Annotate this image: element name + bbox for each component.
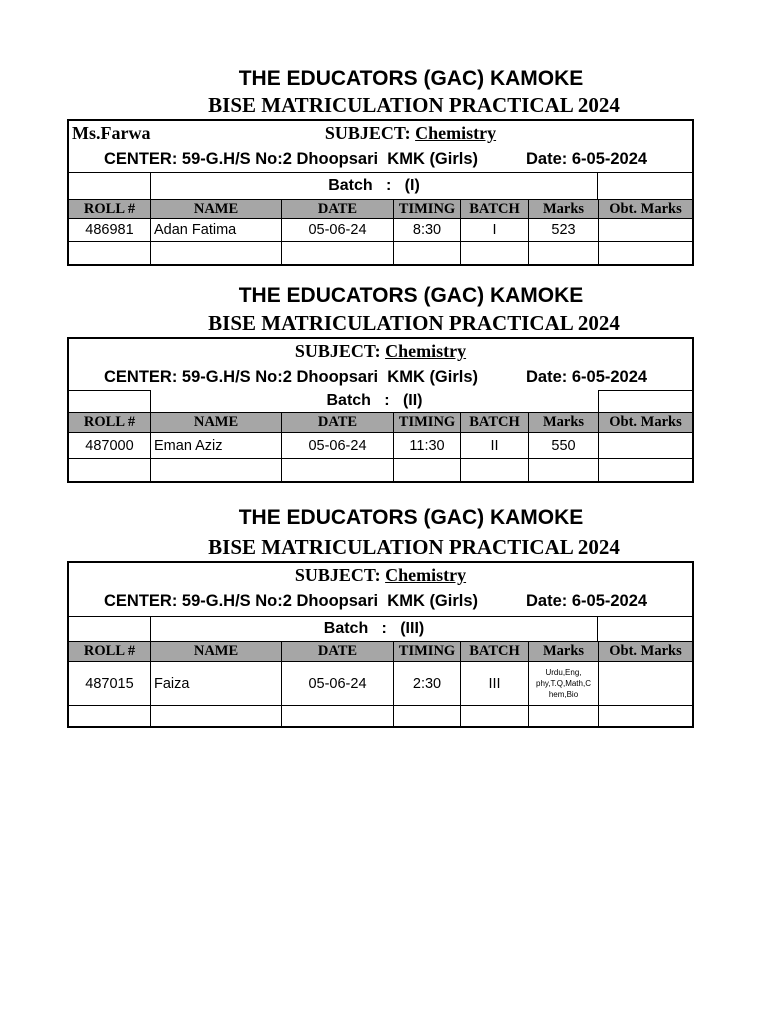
obt-marks-value: [599, 662, 692, 705]
batch-value: III: [461, 662, 529, 705]
batch-value: I: [461, 219, 529, 241]
center-info: CENTER: 59-G.H/S No:2 Dhoopsari KMK (Girls): [104, 150, 479, 168]
exam-title: BISE MATRICULATION PRACTICAL 2024: [208, 93, 620, 117]
subject-line: [69, 341, 692, 362]
exam-date: Date: 6-05-2024: [526, 592, 648, 610]
subject-value: Chemistry: [415, 123, 497, 143]
col-marks: Marks: [529, 413, 599, 432]
student-name: Eman Aziz: [151, 433, 282, 458]
subject-label: SUBJECT:: [294, 341, 381, 361]
col-date: DATE: [282, 413, 394, 432]
empty-row: [69, 706, 692, 726]
col-date: DATE: [282, 200, 394, 218]
exam-title: BISE MATRICULATION PRACTICAL 2024: [208, 311, 620, 335]
practical-date: 05-06-24: [282, 662, 394, 705]
subject-line: [129, 123, 692, 144]
batch-value: II: [461, 433, 529, 458]
col-roll: ROLL #: [69, 200, 151, 218]
practical-date: 05-06-24: [282, 219, 394, 241]
batch-label: Batch : (III): [151, 617, 598, 641]
exam-date: Date: 6-05-2024: [526, 368, 648, 386]
student-name: Adan Fatima: [151, 219, 282, 241]
subject-line: [69, 565, 692, 586]
subject-value: Chemistry: [385, 341, 467, 361]
school-title: THE EDUCATORS (GAC) KAMOKE: [238, 506, 584, 529]
batch-row: [69, 390, 692, 412]
subject-label: SUBJECT:: [294, 565, 381, 585]
slip-table: [67, 119, 694, 266]
marks-value: Urdu,Eng, phy,T.Q,Math,C hem,Bio: [529, 662, 599, 705]
obt-marks-value: [599, 433, 692, 458]
col-batch: BATCH: [461, 413, 529, 432]
teacher-name: Ms.Farwa: [72, 123, 151, 143]
school-title: THE EDUCATORS (GAC) KAMOKE: [238, 67, 584, 90]
col-obt-marks: Obt. Marks: [609, 200, 682, 217]
slip-table: [67, 561, 694, 728]
col-obt-marks: Obt. Marks: [609, 414, 682, 430]
col-timing: TIMING: [394, 200, 461, 218]
col-timing: TIMING: [394, 642, 461, 661]
marks-value: 550: [529, 433, 599, 458]
col-name: NAME: [151, 413, 282, 432]
col-roll: ROLL #: [69, 413, 151, 432]
col-timing: TIMING: [394, 413, 461, 432]
roll-number: 486981: [69, 219, 151, 241]
obt-marks-value: [599, 219, 692, 241]
practical-date: 05-06-24: [282, 433, 394, 458]
center-info: CENTER: 59-G.H/S No:2 Dhoopsari KMK (Girls): [104, 368, 479, 386]
empty-row: [69, 242, 692, 264]
center-info: CENTER: 59-G.H/S No:2 Dhoopsari KMK (Girls): [104, 592, 479, 610]
batch-row: [69, 617, 692, 641]
col-date: DATE: [282, 642, 394, 661]
batch-label: Batch : (I): [151, 173, 598, 199]
header-row: [69, 413, 692, 432]
col-name: NAME: [151, 200, 282, 218]
exam-title: BISE MATRICULATION PRACTICAL 2024: [208, 535, 620, 559]
batch-label: Batch : (II): [326, 392, 423, 409]
timing-value: 11:30: [394, 433, 461, 458]
roll-number: 487015: [69, 662, 151, 705]
col-batch: BATCH: [461, 200, 529, 218]
table-row: [69, 219, 692, 241]
col-marks: Marks: [529, 200, 599, 218]
subject-value: Chemistry: [385, 565, 467, 585]
empty-row: [69, 459, 692, 481]
subject-label: SUBJECT:: [324, 123, 411, 143]
col-marks: Marks: [529, 642, 599, 661]
school-title: THE EDUCATORS (GAC) KAMOKE: [238, 284, 584, 307]
header-row: [69, 642, 692, 661]
header-row: [69, 200, 692, 218]
table-row: [69, 662, 692, 705]
timing-value: 8:30: [394, 219, 461, 241]
col-name: NAME: [151, 642, 282, 661]
slip-table: [67, 337, 694, 483]
table-row: [69, 433, 692, 458]
timing-value: 2:30: [394, 662, 461, 705]
batch-row: [69, 173, 692, 199]
exam-date: Date: 6-05-2024: [526, 150, 648, 168]
roll-number: 487000: [69, 433, 151, 458]
col-roll: ROLL #: [69, 642, 151, 661]
col-obt-marks: Obt. Marks: [609, 643, 682, 659]
student-name: Faiza: [151, 662, 282, 705]
col-batch: BATCH: [461, 642, 529, 661]
marks-value: 523: [529, 219, 599, 241]
